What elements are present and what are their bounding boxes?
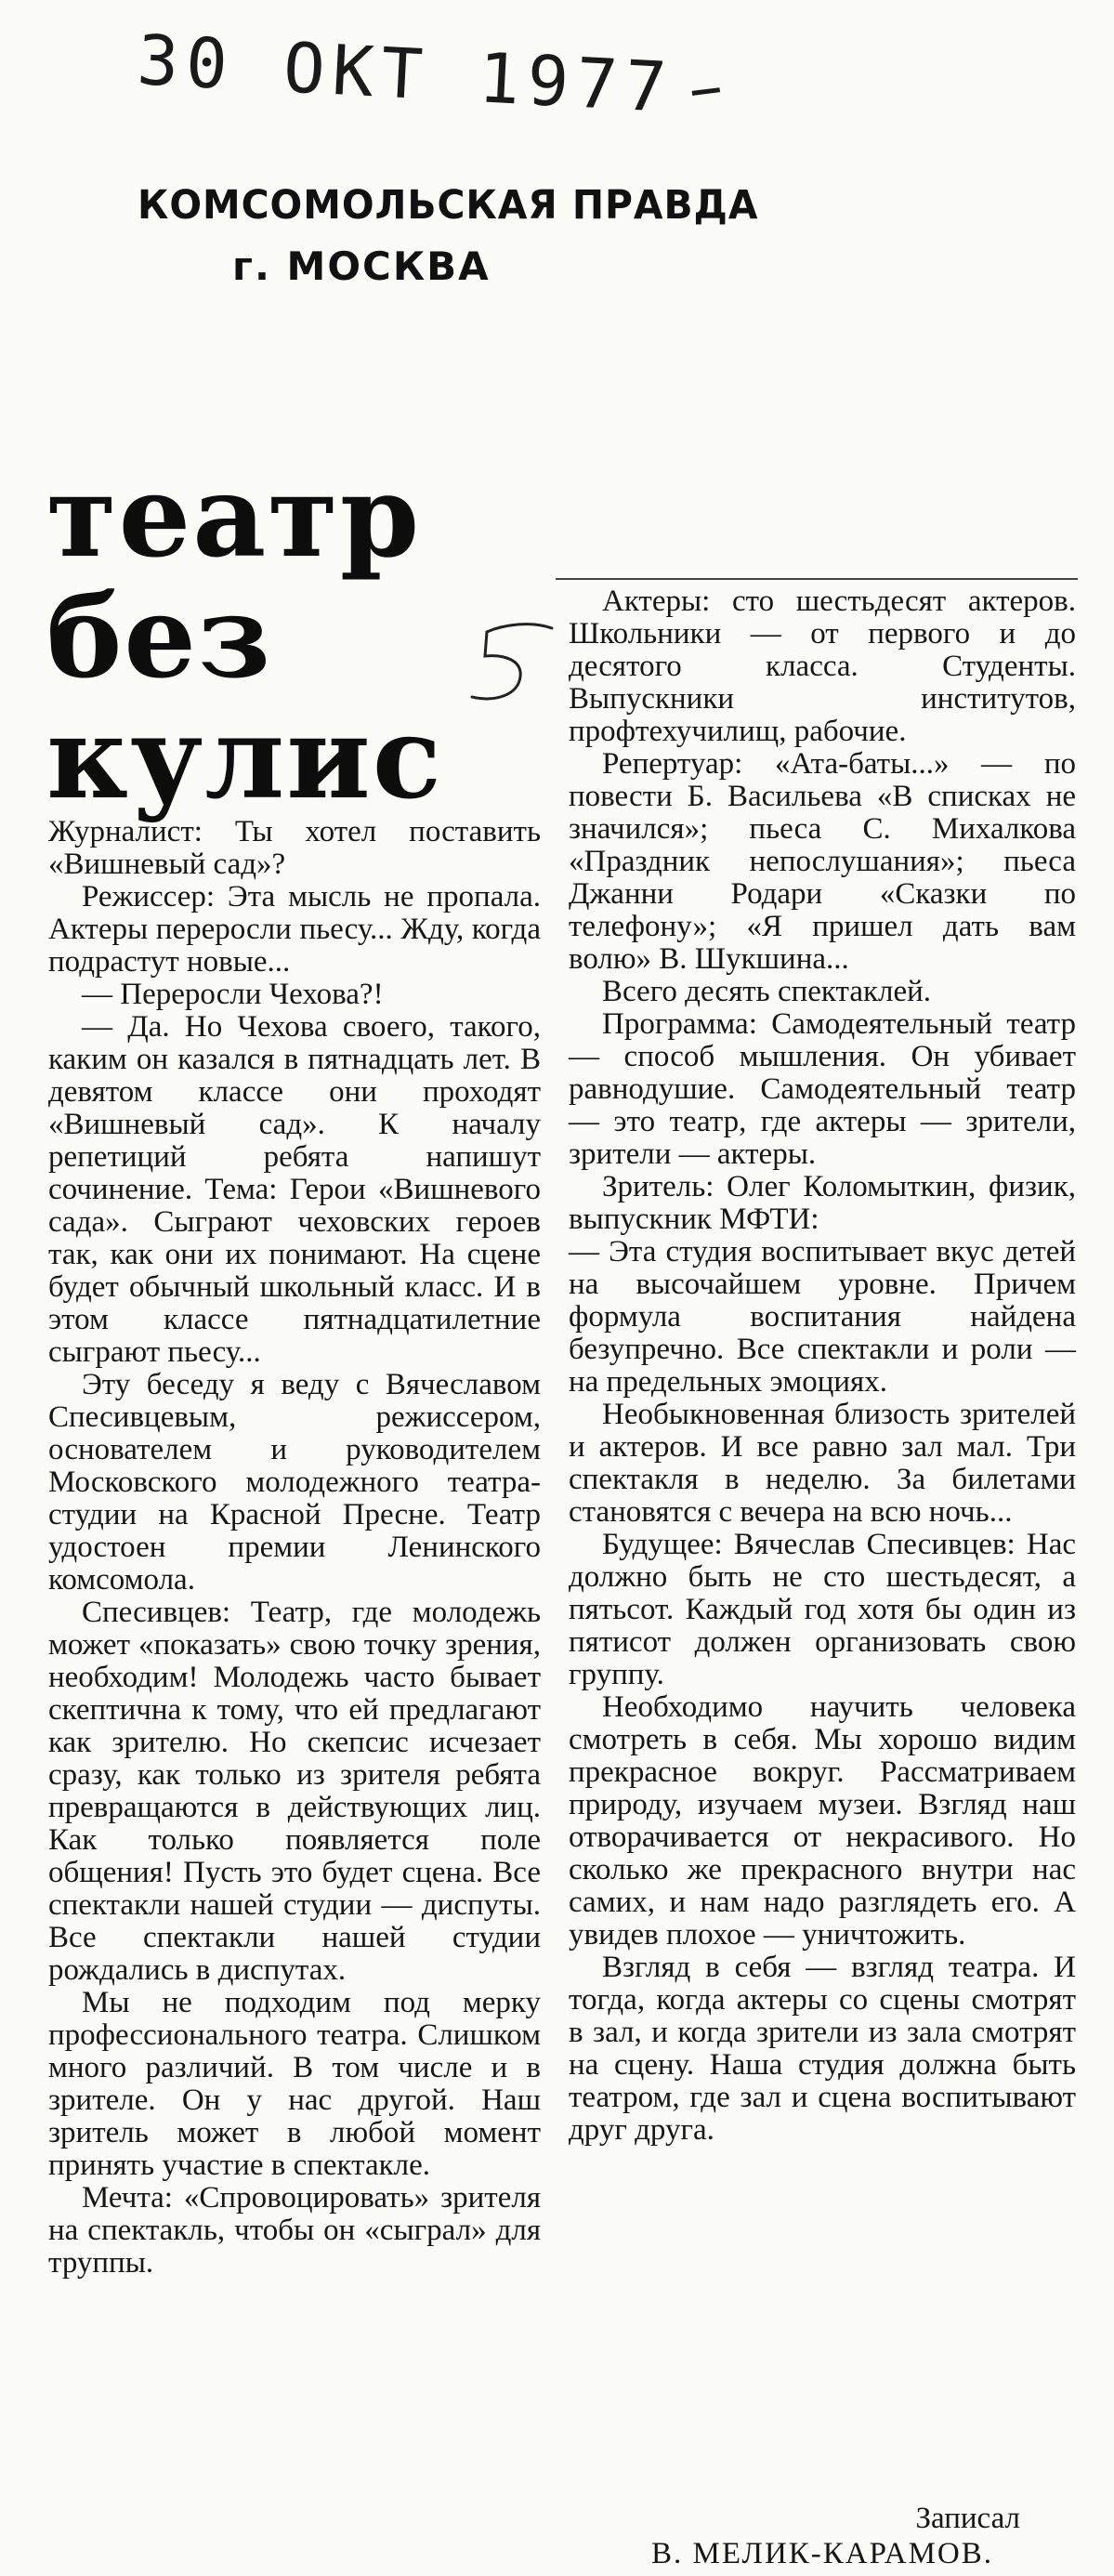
paragraph: Мы не подходим под мерку профессионального театра. Слишком много различий. В том числе и в зрителе. Он у нас другой. Наш зритель может в любой момент принять участие в спектакле. xyxy=(48,1986,541,2182)
stamp-dash xyxy=(692,87,720,96)
headline-line: без xyxy=(46,570,272,703)
left-column xyxy=(48,816,541,2280)
article-headline xyxy=(46,449,443,824)
paragraph: Зритель: Олег Коломыткин, физик, выпускник МФТИ: xyxy=(569,1170,1076,1236)
date-stamp xyxy=(135,20,675,128)
city-stamp: г. МОСКВА xyxy=(232,243,491,289)
paragraph: Необыкновенная близость зрителей и актеров. И все равно зал мал. Три спектакля в неделю. За билетами становятся с вечера на всю ночь... xyxy=(569,1398,1076,1529)
newspaper-stamp: КОМСОМОЛЬСКАЯ ПРАВДА xyxy=(138,182,759,229)
byline xyxy=(569,2502,1076,2572)
paragraph: Мечта: «Спровоцировать» зрителя на спектакль, чтобы он «сыграл» для труппы. xyxy=(48,2181,541,2280)
paragraph: Всего десять спектаклей. xyxy=(602,975,932,1008)
right-column xyxy=(569,585,1076,2147)
headline-line: кулис xyxy=(46,690,443,824)
handwritten-mark-icon xyxy=(466,611,556,714)
paragraph: Эту беседу я веду с Вячеславом Спесивцевым, режиссером, основателем и руководителем Московского молодежного театра-студии на Красной Пресне. Театр удостоен премии Ленинского комсомола. xyxy=(48,1368,541,1597)
paragraph: Программа: Самодеятельный театр — способ мышления. Он убивает равнодушие. Самодеятельный театр — это театр, где актеры — зрители, зрители — актеры. xyxy=(569,1007,1076,1171)
paragraph: Будущее: Вячеслав Спесивцев: Нас должно быть не сто шестьдесят, а пятьсот. Каждый год хотя бы один из пятисот должен организовать свою группу. xyxy=(569,1528,1076,1691)
paragraph: Взгляд в себя — взгляд театра. И тогда, когда актеры со сцены смотрят в зал, и когда зрители из зала смотрят на сцену. Наша студия должна быть театром, где зал и сцена воспитывают друг друга. xyxy=(569,1951,1076,2147)
paragraph: Необходимо научить человека смотреть в себя. Мы хорошо видим прекрасное вокруг. Рассматриваем природу, изучаем музеи. Взгляд наш отворачивается от некрасивого. Но сколько же прекрасного внутри нас самих, и нам надо разглядеть его. А увидев плохое — уничтожить. xyxy=(569,1690,1076,1952)
paragraph: Режиссер: Эта мысль не пропала. Актеры переросли пьесу... Жду, когда подрастут новые... xyxy=(48,880,541,979)
headline-line: театр xyxy=(46,449,422,583)
date-stamp-text: 30 ОКТ 1977 xyxy=(135,20,676,129)
paragraph: Спесивцев: Театр, где молодежь может «показать» свою точку зрения, необходим! Молодежь часто бывает скептична к тому, что ей предлагают как зрителю. Но скепсис исчезает сразу, как только из зрителя ребята превращаются в действующих лиц. Как только появляется поле общения! Пусть это будет сцена. Все спектакли нашей студии — диспуты. Все спектакли нашей студии рождались в диспутах. xyxy=(48,1596,541,1987)
paragraph: — Переросли Чехова?! xyxy=(82,978,384,1011)
paragraph: — Да. Но Чехова своего, такого, каким он казался в пятнадцать лет. В девятом классе они проходят «Вишневый сад». К началу репетиций ребята напишут сочинение. Тема: Герои «Вишневого сада». Сыграют чеховских героев так, как они их понимают. На сцене будет обычный школьный класс. И в этом классе пятнадцатилетние сыграют пьесу... xyxy=(48,1010,541,1369)
credit-label: Записал xyxy=(915,2502,1020,2535)
author-name: В. МЕЛИК-КАРАМОВ. xyxy=(650,2537,994,2570)
paragraph: Актеры: сто шестьдесят актеров. Школьники — от первого и до десятого класса. Студенты. Выпускники институтов, профтехучилищ, рабочие. xyxy=(569,585,1076,748)
paragraph: Журналист: Ты хотел поставить «Вишневый сад»? xyxy=(48,815,541,881)
column-top-rule xyxy=(556,578,1078,580)
paragraph: — Эта студия воспитывает вкус детей на высочайшем уровне. Причем формула воспитания найдена безупречно. Все спектакли и роли — на предельных эмоциях. xyxy=(569,1235,1076,1399)
paragraph: Репертуар: «Ата-баты...» — по повести Б. Васильева «В списках не значился»; пьеса С. Михалкова «Праздник непослушания»; пьеса Джанни Родари «Сказки по телефону»; «Я пришел дать вам волю» В. Шукшина... xyxy=(569,747,1076,976)
